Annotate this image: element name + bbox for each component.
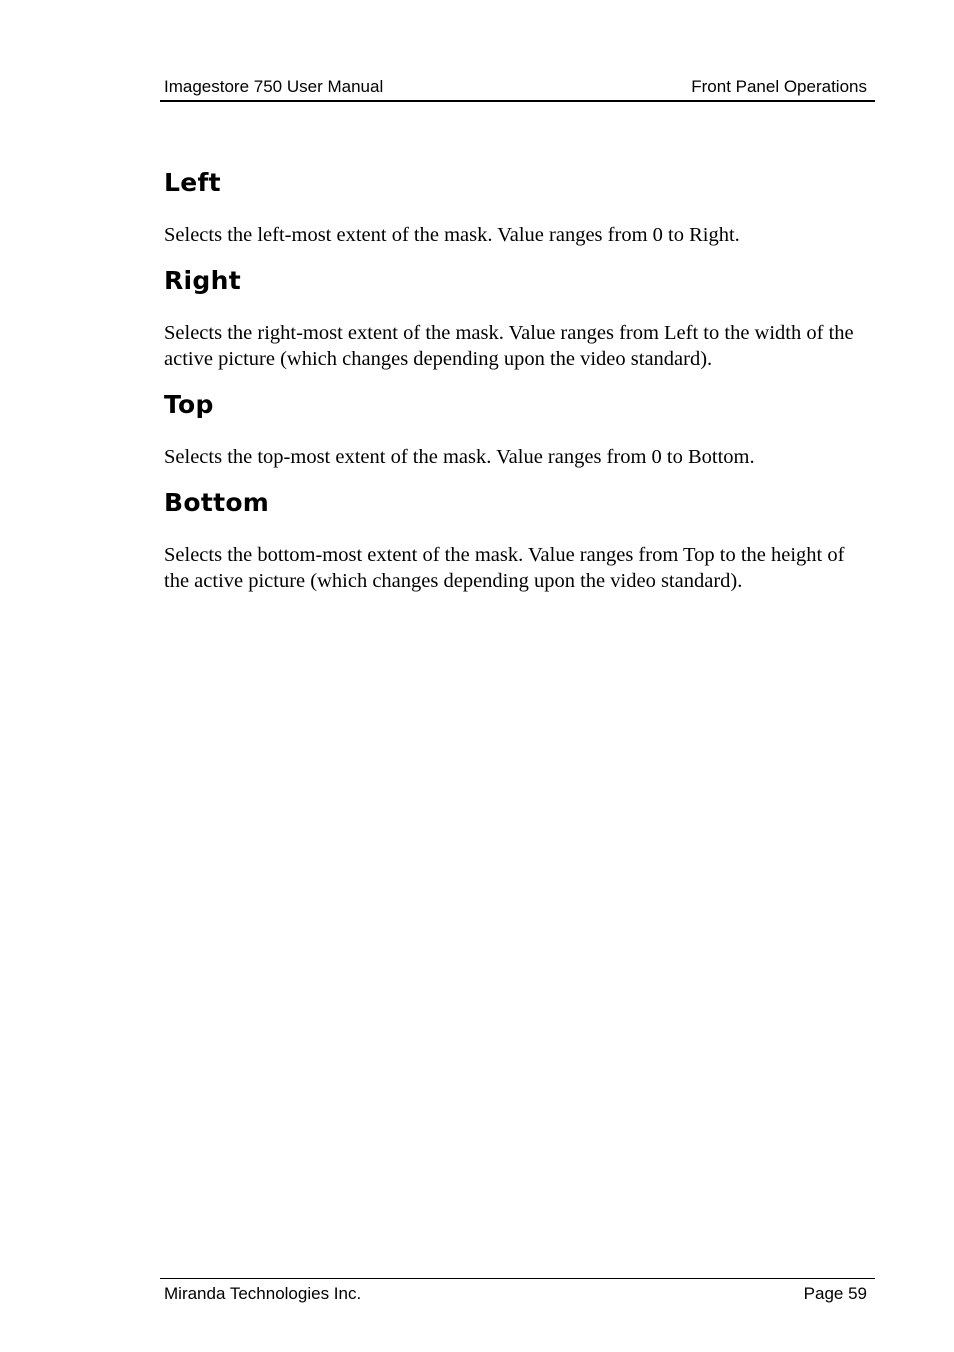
section-body: Selects the right-most extent of the mask. Value ranges from Left to the width of the active picture (which changes depending upon the video standard). bbox=[164, 322, 854, 370]
page-content bbox=[164, 166, 854, 610]
section-body: Selects the top-most extent of the mask. Value ranges from 0 to Bottom. bbox=[164, 446, 755, 468]
section-body: Selects the bottom-most extent of the mask. Value ranges from Top to the height of the active picture (which changes depending upon the video standard). bbox=[164, 544, 845, 592]
section-title: Right bbox=[164, 266, 241, 295]
section-title: Bottom bbox=[164, 488, 270, 517]
section-title: Top bbox=[164, 390, 214, 419]
section-body: Selects the left-most extent of the mask. Value ranges from 0 to Right. bbox=[164, 224, 740, 246]
page-footer bbox=[160, 1278, 875, 1303]
section-right bbox=[164, 264, 854, 372]
header-document-title: Imagestore 750 User Manual bbox=[164, 77, 384, 96]
footer-page-number: Page 59 bbox=[803, 1284, 867, 1303]
section-bottom bbox=[164, 486, 854, 594]
section-title: Left bbox=[164, 168, 221, 197]
footer-company-name: Miranda Technologies Inc. bbox=[164, 1284, 362, 1303]
section-left bbox=[164, 166, 854, 248]
header-chapter-title: Front Panel Operations bbox=[691, 77, 867, 96]
section-top bbox=[164, 388, 854, 470]
page-header bbox=[160, 76, 875, 102]
